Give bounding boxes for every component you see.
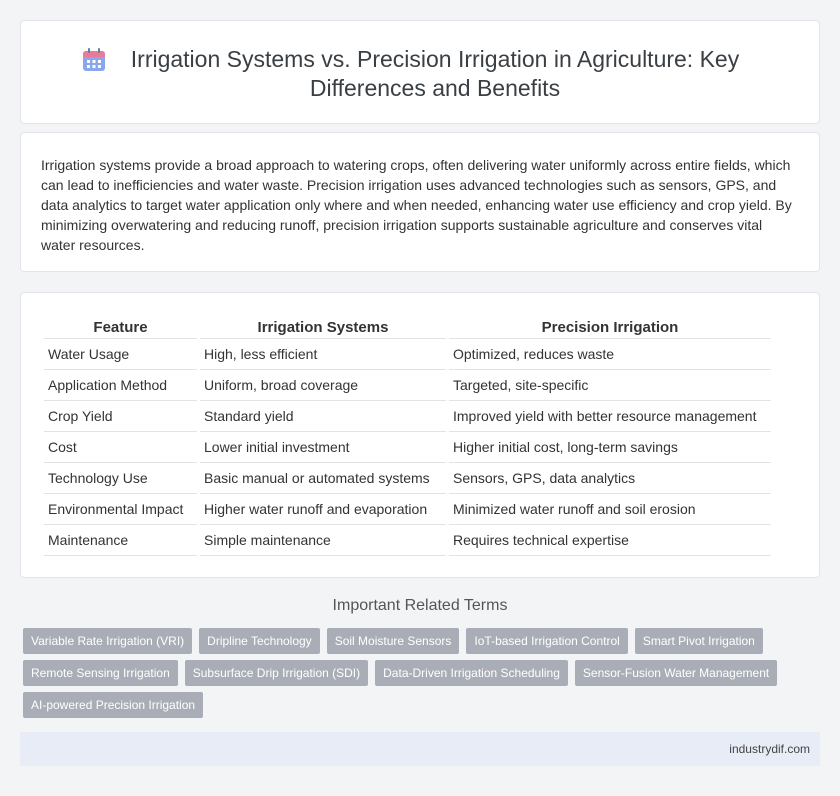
- irrigation-systems-cell: High, less efficient: [200, 339, 446, 370]
- feature-cell: Maintenance: [44, 525, 197, 556]
- precision-irrigation-cell: Optimized, reduces waste: [449, 339, 771, 370]
- table-row: [44, 401, 771, 432]
- comparison-card: [20, 292, 820, 578]
- precision-irrigation-cell: Sensors, GPS, data analytics: [449, 463, 771, 494]
- irrigation-systems-cell: Higher water runoff and evaporation: [200, 494, 446, 525]
- tag-sensor-fusion-water-management[interactable]: Sensor-Fusion Water Management: [575, 660, 777, 686]
- column-header-irrigation-systems: Irrigation Systems: [200, 315, 446, 339]
- table-row: [44, 339, 771, 370]
- title-card: [20, 20, 820, 124]
- precision-irrigation-cell: Targeted, site-specific: [449, 370, 771, 401]
- tag-subsurface-drip-irrigation[interactable]: Subsurface Drip Irrigation (SDI): [185, 660, 368, 686]
- irrigation-systems-cell: Uniform, broad coverage: [200, 370, 446, 401]
- intro-card: [20, 132, 820, 272]
- precision-irrigation-cell: Minimized water runoff and soil erosion: [449, 494, 771, 525]
- feature-cell: Water Usage: [44, 339, 197, 370]
- table-row: [44, 370, 771, 401]
- tag-data-driven-scheduling[interactable]: Data-Driven Irrigation Scheduling: [375, 660, 568, 686]
- precision-irrigation-cell: Higher initial cost, long-term savings: [449, 432, 771, 463]
- intro-paragraph: Irrigation systems provide a broad approach to watering crops, often delivering water uniformly across entire fields, which can lead to inefficiencies and water waste. Precision irrigation uses advanced technologies such as sensors, GPS, and data analytics to target water application only where and when needed, enhancing water use efficiency and crop yield. By minimizing overwatering and reducing runoff, precision irrigation supports sustainable agriculture and conserves vital water resources.: [41, 157, 792, 253]
- irrigation-systems-cell: Lower initial investment: [200, 432, 446, 463]
- table-row: [44, 463, 771, 494]
- table-header-row: [44, 315, 771, 339]
- feature-cell: Application Method: [44, 370, 197, 401]
- table-row: [44, 432, 771, 463]
- related-terms-list: [23, 628, 813, 718]
- feature-cell: Environmental Impact: [44, 494, 197, 525]
- tag-remote-sensing-irrigation[interactable]: Remote Sensing Irrigation: [23, 660, 178, 686]
- column-header-feature: Feature: [44, 315, 197, 339]
- tag-dripline-technology[interactable]: Dripline Technology: [199, 628, 320, 654]
- precision-irrigation-cell: Requires technical expertise: [449, 525, 771, 556]
- tag-ai-precision-irrigation[interactable]: AI-powered Precision Irrigation: [23, 692, 203, 718]
- table-row: [44, 525, 771, 556]
- irrigation-systems-cell: Standard yield: [200, 401, 446, 432]
- footer: [20, 732, 820, 766]
- feature-cell: Crop Yield: [44, 401, 197, 432]
- precision-irrigation-cell: Improved yield with better resource management: [449, 401, 771, 432]
- comparison-table: [41, 315, 774, 556]
- page-title: Irrigation Systems vs. Precision Irrigation in Agriculture: Key Differences and Benefits: [130, 46, 740, 101]
- tag-variable-rate-irrigation[interactable]: Variable Rate Irrigation (VRI): [23, 628, 192, 654]
- feature-cell: Cost: [44, 432, 197, 463]
- table-row: [44, 494, 771, 525]
- irrigation-systems-cell: Basic manual or automated systems: [200, 463, 446, 494]
- related-terms-heading: Important Related Terms: [332, 597, 508, 614]
- tag-smart-pivot-irrigation[interactable]: Smart Pivot Irrigation: [635, 628, 763, 654]
- footer-site-link[interactable]: industrydif.com: [729, 742, 810, 756]
- tag-iot-irrigation-control[interactable]: IoT-based Irrigation Control: [466, 628, 627, 654]
- tag-soil-moisture-sensors[interactable]: Soil Moisture Sensors: [327, 628, 460, 654]
- irrigation-systems-cell: Simple maintenance: [200, 525, 446, 556]
- feature-cell: Technology Use: [44, 463, 197, 494]
- column-header-precision-irrigation: Precision Irrigation: [449, 315, 771, 339]
